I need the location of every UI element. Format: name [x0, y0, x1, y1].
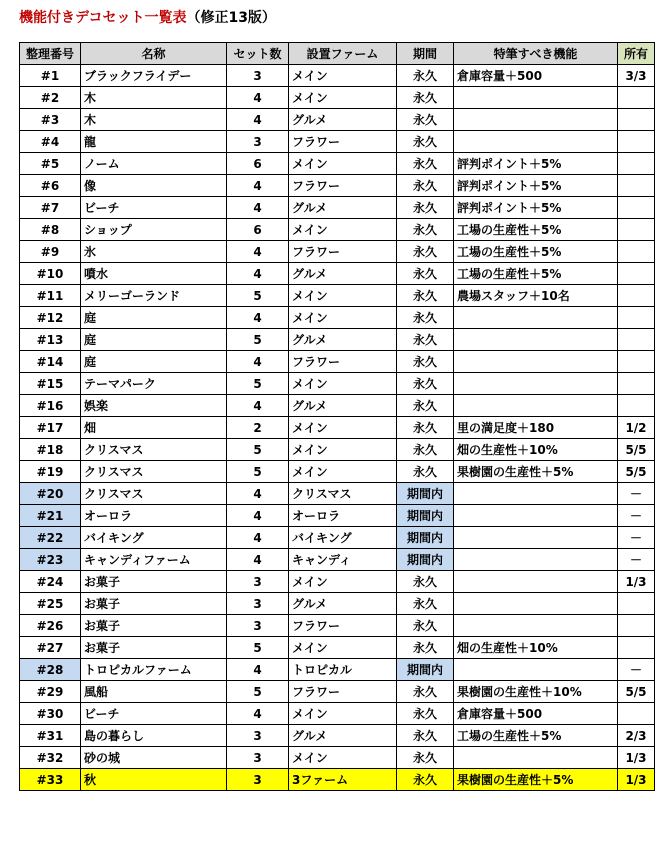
cell-set-count: 5	[227, 285, 289, 307]
cell-owned	[618, 263, 655, 285]
header-period: 期間	[397, 43, 454, 65]
cell-set-count: 4	[227, 175, 289, 197]
header-farm: 設置ファーム	[289, 43, 397, 65]
table-row	[20, 637, 655, 659]
table-row	[20, 131, 655, 153]
cell-name: 龍	[81, 131, 227, 153]
cell-period: 期間内	[397, 659, 454, 681]
cell-feature	[454, 593, 618, 615]
cell-number: #33	[20, 769, 81, 791]
cell-set-count: 4	[227, 395, 289, 417]
cell-number: #16	[20, 395, 81, 417]
cell-period: 永久	[397, 87, 454, 109]
cell-number: #27	[20, 637, 81, 659]
cell-name: 像	[81, 175, 227, 197]
cell-name: 庭	[81, 307, 227, 329]
cell-farm: フラワー	[289, 681, 397, 703]
cell-set-count: 3	[227, 615, 289, 637]
cell-number: #20	[20, 483, 81, 505]
cell-name: お菓子	[81, 615, 227, 637]
cell-name: ノーム	[81, 153, 227, 175]
table-row	[20, 307, 655, 329]
cell-owned: －	[618, 659, 655, 681]
cell-owned: 5/5	[618, 681, 655, 703]
cell-set-count: 5	[227, 637, 289, 659]
cell-number: #6	[20, 175, 81, 197]
cell-owned	[618, 373, 655, 395]
cell-name: クリスマス	[81, 461, 227, 483]
cell-name: 秋	[81, 769, 227, 791]
cell-period: 永久	[397, 329, 454, 351]
cell-set-count: 6	[227, 153, 289, 175]
cell-period: 永久	[397, 637, 454, 659]
cell-period: 永久	[397, 65, 454, 87]
cell-number: #21	[20, 505, 81, 527]
table-row	[20, 483, 655, 505]
cell-feature	[454, 549, 618, 571]
cell-farm: トロピカル	[289, 659, 397, 681]
cell-number: #11	[20, 285, 81, 307]
cell-feature	[454, 527, 618, 549]
title-main: 機能付きデコセット一覧表	[19, 10, 187, 26]
cell-set-count: 3	[227, 725, 289, 747]
cell-period: 永久	[397, 219, 454, 241]
cell-farm: メイン	[289, 285, 397, 307]
cell-set-count: 3	[227, 571, 289, 593]
cell-feature: 工場の生産性＋5%	[454, 263, 618, 285]
header-feature: 特筆すべき機能	[454, 43, 618, 65]
cell-period: 永久	[397, 593, 454, 615]
cell-farm: メイン	[289, 87, 397, 109]
cell-owned	[618, 703, 655, 725]
cell-feature	[454, 395, 618, 417]
cell-period: 永久	[397, 131, 454, 153]
cell-set-count: 3	[227, 593, 289, 615]
table-row	[20, 725, 655, 747]
cell-period: 永久	[397, 373, 454, 395]
table-row	[20, 439, 655, 461]
cell-period: 永久	[397, 703, 454, 725]
cell-period: 永久	[397, 263, 454, 285]
cell-number: #22	[20, 527, 81, 549]
cell-owned	[618, 593, 655, 615]
table-row	[20, 197, 655, 219]
cell-number: #1	[20, 65, 81, 87]
table-row	[20, 549, 655, 571]
cell-feature	[454, 87, 618, 109]
cell-farm: 3ファーム	[289, 769, 397, 791]
cell-feature: 畑の生産性＋10%	[454, 637, 618, 659]
cell-owned	[618, 307, 655, 329]
header-owned: 所有	[618, 43, 655, 65]
cell-feature	[454, 571, 618, 593]
cell-set-count: 4	[227, 549, 289, 571]
cell-owned	[618, 351, 655, 373]
table-row	[20, 175, 655, 197]
table-row	[20, 703, 655, 725]
cell-set-count: 5	[227, 461, 289, 483]
table-row	[20, 417, 655, 439]
cell-owned: 1/2	[618, 417, 655, 439]
cell-name: お菓子	[81, 637, 227, 659]
cell-owned: 1/3	[618, 571, 655, 593]
cell-period: 永久	[397, 351, 454, 373]
header-number: 整理番号	[20, 43, 81, 65]
cell-farm: フラワー	[289, 175, 397, 197]
cell-number: #10	[20, 263, 81, 285]
cell-name: 木	[81, 109, 227, 131]
cell-feature: 工場の生産性＋5%	[454, 219, 618, 241]
header-set-count: セット数	[227, 43, 289, 65]
cell-set-count: 3	[227, 65, 289, 87]
cell-number: #19	[20, 461, 81, 483]
cell-name: お菓子	[81, 593, 227, 615]
cell-name: ビーチ	[81, 703, 227, 725]
cell-period: 永久	[397, 439, 454, 461]
cell-period: 永久	[397, 175, 454, 197]
table-row	[20, 285, 655, 307]
cell-number: #25	[20, 593, 81, 615]
cell-period: 永久	[397, 417, 454, 439]
table-row	[20, 219, 655, 241]
cell-number: #7	[20, 197, 81, 219]
cell-set-count: 6	[227, 219, 289, 241]
header-row	[20, 43, 655, 65]
cell-set-count: 5	[227, 681, 289, 703]
cell-feature	[454, 351, 618, 373]
cell-name: 畑	[81, 417, 227, 439]
cell-name: 庭	[81, 329, 227, 351]
cell-name: テーマパーク	[81, 373, 227, 395]
table-row	[20, 263, 655, 285]
cell-number: #28	[20, 659, 81, 681]
cell-number: #17	[20, 417, 81, 439]
cell-owned	[618, 241, 655, 263]
cell-farm: メイン	[289, 219, 397, 241]
cell-feature	[454, 329, 618, 351]
cell-owned	[618, 197, 655, 219]
cell-period: 永久	[397, 153, 454, 175]
cell-number: #29	[20, 681, 81, 703]
cell-owned: 2/3	[618, 725, 655, 747]
cell-owned: 5/5	[618, 461, 655, 483]
cell-farm: オーロラ	[289, 505, 397, 527]
cell-owned	[618, 131, 655, 153]
table-row	[20, 329, 655, 351]
cell-owned	[618, 175, 655, 197]
cell-farm: メイン	[289, 439, 397, 461]
cell-owned	[618, 637, 655, 659]
cell-farm: メイン	[289, 307, 397, 329]
cell-period: 永久	[397, 681, 454, 703]
cell-farm: キャンディ	[289, 549, 397, 571]
cell-period: 永久	[397, 109, 454, 131]
cell-period: 期間内	[397, 549, 454, 571]
cell-name: 娯楽	[81, 395, 227, 417]
cell-set-count: 4	[227, 659, 289, 681]
table-row	[20, 769, 655, 791]
cell-feature: 評判ポイント＋5%	[454, 197, 618, 219]
cell-owned	[618, 87, 655, 109]
page-title	[19, 7, 276, 27]
table-row	[20, 395, 655, 417]
cell-number: #26	[20, 615, 81, 637]
cell-feature: 評判ポイント＋5%	[454, 153, 618, 175]
cell-set-count: 3	[227, 747, 289, 769]
table-row	[20, 87, 655, 109]
cell-name: ショップ	[81, 219, 227, 241]
cell-period: 永久	[397, 285, 454, 307]
cell-farm: メイン	[289, 373, 397, 395]
cell-name: ブラックフライデー	[81, 65, 227, 87]
cell-owned: 3/3	[618, 65, 655, 87]
cell-name: お菓子	[81, 571, 227, 593]
cell-number: #3	[20, 109, 81, 131]
cell-owned	[618, 219, 655, 241]
cell-farm: フラワー	[289, 241, 397, 263]
cell-number: #23	[20, 549, 81, 571]
cell-name: ビーチ	[81, 197, 227, 219]
cell-feature: 農場スタッフ＋10名	[454, 285, 618, 307]
cell-farm: グルメ	[289, 109, 397, 131]
cell-number: #32	[20, 747, 81, 769]
cell-name: トロピカルファーム	[81, 659, 227, 681]
cell-farm: クリスマス	[289, 483, 397, 505]
cell-period: 期間内	[397, 505, 454, 527]
cell-feature	[454, 131, 618, 153]
cell-feature	[454, 659, 618, 681]
cell-number: #14	[20, 351, 81, 373]
cell-farm: グルメ	[289, 593, 397, 615]
cell-feature	[454, 505, 618, 527]
cell-period: 永久	[397, 615, 454, 637]
table-row	[20, 241, 655, 263]
cell-feature: 工場の生産性＋5%	[454, 725, 618, 747]
table-row	[20, 681, 655, 703]
cell-name: 砂の城	[81, 747, 227, 769]
cell-set-count: 5	[227, 329, 289, 351]
cell-number: #9	[20, 241, 81, 263]
cell-set-count: 4	[227, 505, 289, 527]
cell-farm: バイキング	[289, 527, 397, 549]
cell-name: 噴水	[81, 263, 227, 285]
cell-farm: グルメ	[289, 725, 397, 747]
cell-feature: 果樹園の生産性＋5%	[454, 461, 618, 483]
cell-number: #12	[20, 307, 81, 329]
cell-name: 氷	[81, 241, 227, 263]
cell-farm: フラワー	[289, 351, 397, 373]
cell-number: #8	[20, 219, 81, 241]
cell-feature: 工場の生産性＋5%	[454, 241, 618, 263]
cell-farm: メイン	[289, 571, 397, 593]
cell-farm: グルメ	[289, 395, 397, 417]
cell-set-count: 5	[227, 373, 289, 395]
cell-number: #4	[20, 131, 81, 153]
cell-name: メリーゴーランド	[81, 285, 227, 307]
cell-feature	[454, 109, 618, 131]
cell-farm: メイン	[289, 747, 397, 769]
cell-farm: メイン	[289, 703, 397, 725]
cell-farm: メイン	[289, 461, 397, 483]
cell-period: 永久	[397, 725, 454, 747]
cell-owned: －	[618, 549, 655, 571]
cell-period: 永久	[397, 241, 454, 263]
cell-feature: 果樹園の生産性＋5%	[454, 769, 618, 791]
cell-farm: グルメ	[289, 329, 397, 351]
cell-owned	[618, 615, 655, 637]
cell-farm: メイン	[289, 153, 397, 175]
cell-set-count: 4	[227, 263, 289, 285]
cell-period: 永久	[397, 461, 454, 483]
cell-feature	[454, 373, 618, 395]
cell-number: #13	[20, 329, 81, 351]
cell-owned: －	[618, 505, 655, 527]
cell-farm: メイン	[289, 417, 397, 439]
cell-feature: 果樹園の生産性＋10%	[454, 681, 618, 703]
cell-name: キャンディファーム	[81, 549, 227, 571]
table-row	[20, 109, 655, 131]
cell-name: クリスマス	[81, 483, 227, 505]
cell-set-count: 4	[227, 483, 289, 505]
cell-owned: 1/3	[618, 747, 655, 769]
cell-farm: フラワー	[289, 615, 397, 637]
cell-period: 永久	[397, 395, 454, 417]
cell-farm: メイン	[289, 637, 397, 659]
cell-farm: グルメ	[289, 263, 397, 285]
cell-period: 永久	[397, 197, 454, 219]
cell-set-count: 4	[227, 351, 289, 373]
cell-period: 永久	[397, 747, 454, 769]
table-row	[20, 659, 655, 681]
cell-owned	[618, 109, 655, 131]
cell-set-count: 3	[227, 131, 289, 153]
cell-period: 永久	[397, 307, 454, 329]
table-row	[20, 373, 655, 395]
cell-number: #5	[20, 153, 81, 175]
cell-set-count: 4	[227, 241, 289, 263]
table-body	[20, 65, 655, 791]
cell-name: 島の暮らし	[81, 725, 227, 747]
cell-owned: 5/5	[618, 439, 655, 461]
cell-owned: －	[618, 527, 655, 549]
table-row	[20, 351, 655, 373]
cell-feature	[454, 483, 618, 505]
cell-feature: 倉庫容量＋500	[454, 703, 618, 725]
decoration-set-table	[19, 42, 655, 791]
table-row	[20, 615, 655, 637]
table-row	[20, 153, 655, 175]
table-row	[20, 593, 655, 615]
cell-set-count: 5	[227, 439, 289, 461]
cell-number: #2	[20, 87, 81, 109]
cell-set-count: 2	[227, 417, 289, 439]
cell-period: 永久	[397, 571, 454, 593]
cell-period: 期間内	[397, 527, 454, 549]
table-row	[20, 747, 655, 769]
cell-name: クリスマス	[81, 439, 227, 461]
cell-farm: グルメ	[289, 197, 397, 219]
cell-name: 木	[81, 87, 227, 109]
cell-set-count: 4	[227, 307, 289, 329]
cell-set-count: 4	[227, 87, 289, 109]
cell-set-count: 4	[227, 527, 289, 549]
cell-number: #31	[20, 725, 81, 747]
table-row	[20, 527, 655, 549]
cell-owned	[618, 285, 655, 307]
cell-set-count: 4	[227, 197, 289, 219]
cell-feature	[454, 747, 618, 769]
cell-set-count: 4	[227, 109, 289, 131]
cell-number: #30	[20, 703, 81, 725]
cell-feature: 里の満足度＋180	[454, 417, 618, 439]
cell-owned	[618, 153, 655, 175]
cell-number: #18	[20, 439, 81, 461]
cell-period: 永久	[397, 769, 454, 791]
cell-name: 風船	[81, 681, 227, 703]
header-name: 名称	[81, 43, 227, 65]
cell-feature: 評判ポイント＋5%	[454, 175, 618, 197]
cell-name: オーロラ	[81, 505, 227, 527]
title-revision: （修正13版）	[186, 10, 276, 26]
table-row	[20, 571, 655, 593]
cell-owned: 1/3	[618, 769, 655, 791]
cell-feature: 畑の生産性＋10%	[454, 439, 618, 461]
cell-period: 期間内	[397, 483, 454, 505]
cell-owned	[618, 329, 655, 351]
cell-set-count: 4	[227, 703, 289, 725]
table-row	[20, 505, 655, 527]
table-row	[20, 65, 655, 87]
cell-number: #24	[20, 571, 81, 593]
cell-set-count: 3	[227, 769, 289, 791]
cell-feature	[454, 615, 618, 637]
table-row	[20, 461, 655, 483]
cell-name: バイキング	[81, 527, 227, 549]
cell-farm: メイン	[289, 65, 397, 87]
cell-name: 庭	[81, 351, 227, 373]
cell-number: #15	[20, 373, 81, 395]
cell-owned: －	[618, 483, 655, 505]
cell-feature: 倉庫容量＋500	[454, 65, 618, 87]
cell-feature	[454, 307, 618, 329]
cell-farm: フラワー	[289, 131, 397, 153]
cell-owned	[618, 395, 655, 417]
